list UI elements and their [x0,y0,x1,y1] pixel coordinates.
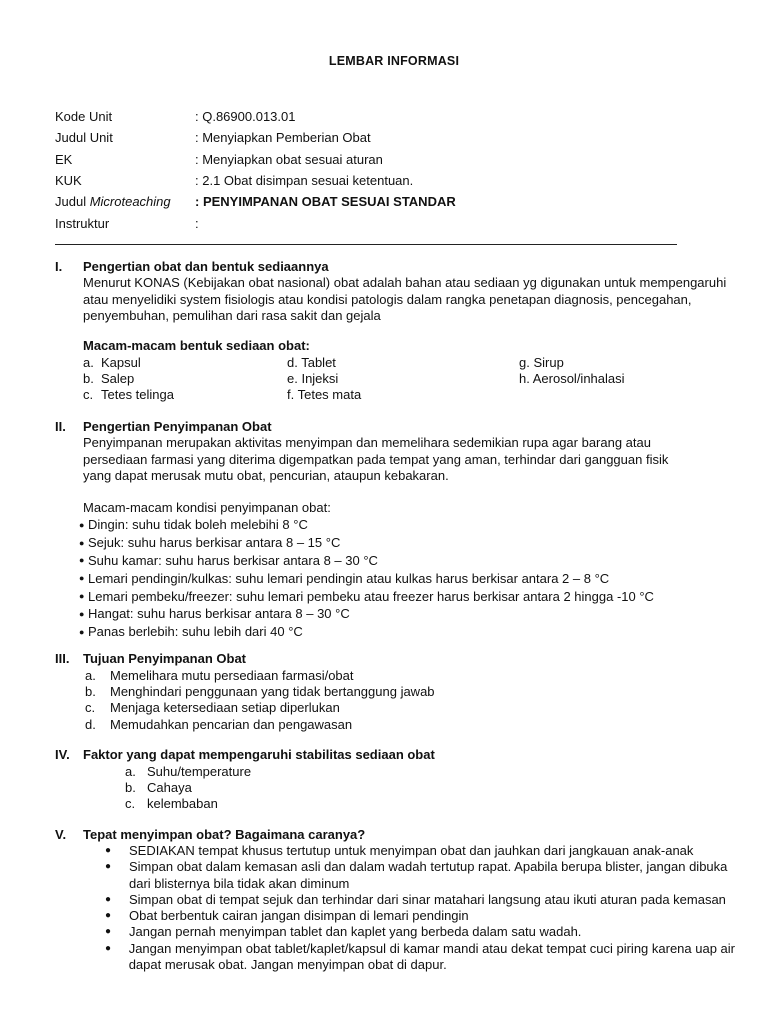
paragraph-line: penyembuhan, pemulihan dari rasa sakit dan gejala [83,308,381,323]
item-letter: b. [85,683,96,699]
item-text: Menjaga ketersediaan setiap diperlukan [110,700,340,716]
item-text: Salep [101,370,135,386]
item-text: SEDIAKAN tempat khusus tertutup untuk menyimpan obat dan jauhkan dari jangkauan anak-anak [129,843,694,858]
item-letter: c. [125,795,136,811]
section-1 [55,258,735,402]
section-heading [55,746,735,763]
section-number: V. [55,827,67,842]
list-item [83,386,735,402]
horizontal-divider [55,244,677,245]
list-item [125,763,735,779]
storage-goals-list [85,667,735,732]
paragraph-line: yang dapat merusak mutu obat, pencurian, ataupun kebakaran. [83,468,449,483]
meta-row-ek [55,149,456,170]
list-item [105,924,735,940]
item-text: Menghindari penggunaan yang tidak bertanggung jawab [110,683,435,699]
meta-label: EK [55,151,73,167]
meta-value: : Menyiapkan Pemberian Obat [195,130,371,146]
item-letter: a. [125,763,136,779]
meta-label: Judul Unit [55,130,113,146]
item-text: g. Sirup [519,354,564,370]
section-heading [55,418,735,435]
section-title: Tepat menyimpan obat? Bagaimana caranya? [83,827,366,842]
meta-value: : Q.86900.013.01 [195,109,296,125]
item-letter: c. [83,386,94,402]
bullet-icon: ● [79,555,85,566]
meta-row-instruktur [55,212,456,233]
bullet-icon: ● [79,626,85,637]
bullet-icon: ● [105,845,112,856]
list-item [79,552,735,570]
item-text: Dingin: suhu tidak boleh melebihi 8 °C [88,517,308,533]
list-item [79,587,735,605]
bullet-icon: ● [105,942,112,954]
meta-value: : PENYIMPANAN OBAT SESUAI STANDAR [195,194,456,210]
section-title: Pengertian obat dan bentuk sediaannya [83,259,329,274]
item-letter: c. [85,700,96,716]
section-number: III. [55,651,70,666]
item-letter: d. [85,716,96,732]
bullet-icon: ● [79,591,85,602]
paragraph-line: persediaan farmasi yang diterima digempatkan pada tempat yang aman, terhindar dari gangguan fisik [83,451,669,467]
section-2 [55,418,735,641]
item-text: Sejuk: suhu harus berkisar antara 8 – 15 °C [88,535,341,551]
section-number: I. [55,259,63,274]
section-title: Pengertian Penyimpanan Obat [83,419,272,434]
item-text: Obat berbentuk cairan jangan disimpan di lemari pendingin [129,908,469,924]
item-text: Memelihara mutu persediaan farmasi/obat [110,667,354,683]
item-text: kelembaban [147,795,218,811]
item-text: Suhu kamar: suhu harus berkisar antara 8 – 30 °C [88,552,378,568]
list-item [105,859,735,892]
meta-label: KUK [55,173,82,189]
bullet-icon: ● [79,608,85,619]
subheading: Macam-macam kondisi penyimpanan obat: [83,499,331,515]
item-text: e. Injeksi [287,370,339,386]
item-letter: b. [125,779,136,795]
section-4 [55,746,735,811]
subheading: Macam-macam bentuk sediaan obat: [83,337,310,353]
storage-tips-list [105,843,735,973]
section-title: Faktor yang dapat mempengaruhi stabilitas sediaan obat [83,747,435,762]
section-heading [55,650,735,667]
item-text: Simpan obat di tempat sejuk dan terhindar dari sinar matahari langsung atau ikuti aturan pada kemasan [129,891,726,907]
unit-info-table [55,106,456,234]
section-heading [55,258,735,275]
item-text: Jangan pernah menyimpan tablet dan kaplet yang berbeda dalam satu wadah. [129,924,582,940]
section-number: IV. [55,747,70,762]
list-item [79,605,735,623]
dosage-forms-list [83,354,735,402]
list-item [83,354,735,370]
bullet-icon: ● [79,519,85,530]
item-text: Suhu/temperature [147,763,252,779]
list-item [85,683,735,699]
paragraph-line: Penyimpanan merupakan aktivitas menyimpan dan memelihara sedemikian rupa agar barang atau [83,435,651,450]
section-3 [55,650,735,732]
list-item [79,569,735,587]
item-text: dapat merusak obat. Jangan menyimpan obat di dapur. [128,957,447,973]
list-item [79,623,735,641]
stability-factors-list [125,763,735,811]
list-item [105,843,735,859]
item-text: f. Tetes mata [287,386,362,402]
list-item [105,908,735,924]
item-text: h. Aerosol/inhalasi [519,370,625,386]
list-item [79,534,735,552]
meta-row-kuk [55,170,456,191]
meta-label [55,194,195,209]
meta-row-judul-microteaching [55,191,456,212]
section-title: Tujuan Penyimpanan Obat [83,651,247,666]
section-number: II. [55,419,66,434]
meta-row-judul-unit [55,127,456,148]
list-item [83,370,735,386]
item-text: Tetes telinga [101,386,174,402]
section-5 [55,826,735,973]
list-item [105,892,735,908]
paragraph-line: Menurut KONAS (Kebijakan obat nasional) obat adalah bahan atau sediaan yg digunakan untuk mempengaruhi [83,275,727,290]
item-text: Panas berlebih: suhu lebih dari 40 °C [88,624,303,640]
item-text: dari blisternya bila tidak akan diminum [129,875,350,891]
bullet-icon: ● [105,910,112,922]
item-text: Simpan obat dalam kemasan asli dan dalam wadah tertutup rapat. Apabila berupa blister, jangan dibuka [129,859,728,875]
list-item [79,516,735,534]
meta-label-prefix: Judul [55,194,90,210]
item-text: d. Tablet [287,354,336,370]
item-text: Hangat: suhu harus berkisar antara 8 – 30 °C [88,606,350,622]
meta-row-kode-unit [55,106,456,127]
item-letter: b. [83,370,94,386]
item-text: Lemari pendingin/kulkas: suhu lemari pendingin atau kulkas harus berkisar antara 2 – 8 °C [88,570,610,586]
item-letter: a. [83,354,94,370]
item-text: Memudahkan pencarian dan pengawasan [110,716,353,732]
storage-conditions-list [79,516,735,641]
item-text: Cahaya [147,779,192,795]
list-item [125,795,735,811]
bullet-icon: ● [105,926,112,938]
meta-label-italic: Microteaching [89,194,171,210]
document-title: LEMBAR INFORMASI [328,54,460,68]
paragraph-line: atau menyelidiki system fisiologis atau kondisi patologis dalam rangka penetapan diagnosis, pencegahan, [83,291,692,307]
item-text: Lemari pembeku/freezer: suhu lemari pembeku atau freezer harus berkisar antara 2 hingga -10 °C [88,588,654,604]
list-item [85,667,735,683]
section-paragraph [83,435,735,485]
list-item [125,779,735,795]
section-heading [55,826,735,843]
meta-label: Kode Unit [55,109,113,125]
meta-label: Instruktur [55,215,110,231]
meta-value: : Menyiapkan obat sesuai aturan [195,151,383,167]
bullet-icon: ● [79,573,85,584]
meta-value: : 2.1 Obat disimpan sesuai ketentuan. [195,173,414,189]
bullet-icon: ● [105,861,112,873]
list-item [85,716,735,732]
item-text: Jangan menyimpan obat tablet/kaplet/kapsul di kamar mandi atau dekat tempat cuci piring karena uap air [128,940,735,956]
bullet-icon: ● [79,537,85,548]
item-letter: a. [85,667,96,683]
meta-value: : [195,215,199,231]
bullet-icon: ● [105,893,112,905]
list-item [105,941,735,974]
section-paragraph [83,275,735,325]
item-text: Kapsul [101,354,141,370]
list-item [85,700,735,716]
